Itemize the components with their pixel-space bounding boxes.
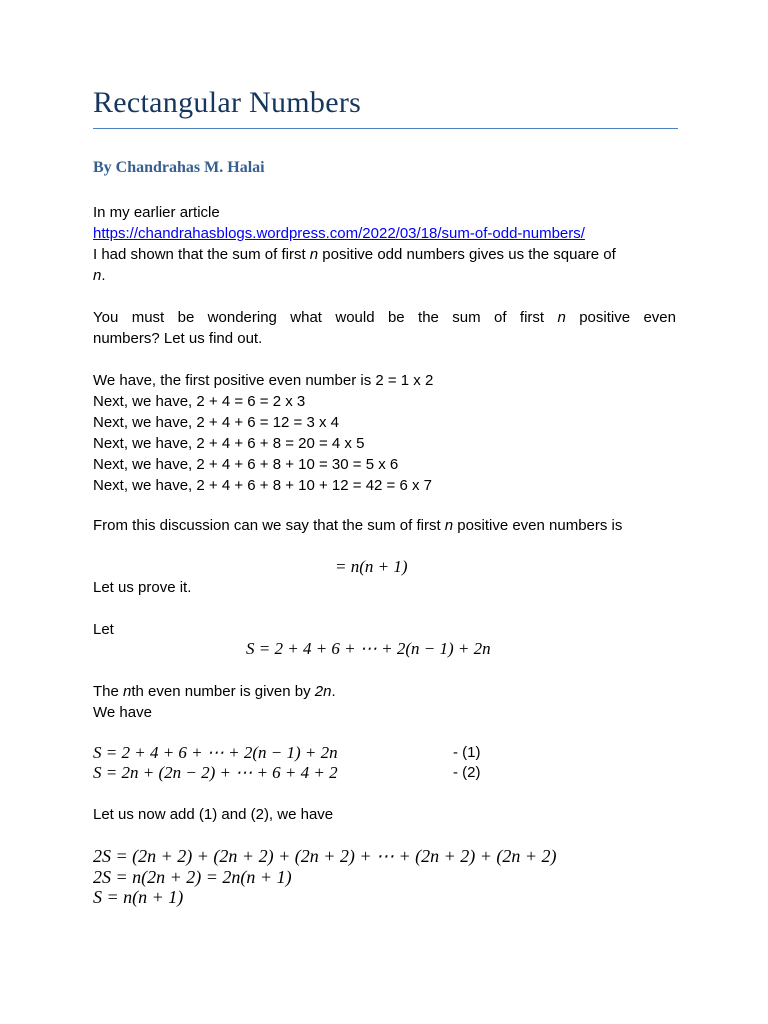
intro-line-2: I had shown that the sum of first n positive odd numbers gives us the square of (93, 246, 616, 263)
sum-equation-3: S = n(n + 1) (93, 887, 184, 907)
wonder-line-2: numbers? Let us find out. (93, 330, 263, 347)
sum-equation-1: 2S = (2n + 2) + (2n + 2) + (2n + 2) + ⋯ + (2n + 2) + (2n + 2) (93, 846, 557, 866)
equation-2: S = 2n + (2n − 2) + ⋯ + 6 + 4 + 2 (93, 763, 338, 782)
title-underline (93, 128, 678, 129)
equation-1: S = 2 + 4 + 6 + ⋯ + 2(n − 1) + 2n (93, 743, 338, 762)
let-line: Let (93, 621, 114, 638)
s-definition: S = 2 + 4 + 6 + ⋯ + 2(n − 1) + 2n (246, 639, 491, 658)
example-line: Next, we have, 2 + 4 = 6 = 2 x 3 (93, 393, 306, 410)
prove-line: Let us prove it. (93, 579, 192, 596)
article-link[interactable]: https://chandrahasblogs.wordpress.com/2022/03/18/sum-of-odd-numbers/ (93, 225, 585, 242)
example-line: Next, we have, 2 + 4 + 6 + 8 = 20 = 4 x 5 (93, 435, 365, 452)
formula-display: = n(n + 1) (335, 557, 408, 576)
intro-line-3: n. (93, 267, 106, 284)
example-line: Next, we have, 2 + 4 + 6 = 12 = 3 x 4 (93, 414, 339, 431)
discussion-line: From this discussion can we say that the sum of first n positive even numbers is (93, 517, 623, 534)
example-line: Next, we have, 2 + 4 + 6 + 8 + 10 + 12 = 42 = 6 x 7 (93, 477, 432, 494)
example-line: We have, the first positive even number is 2 = 1 x 2 (93, 372, 434, 389)
wonder-line-1: You must be wondering what would be the sum of first n positive even (93, 309, 676, 326)
equation-2-label: - (2) (453, 764, 481, 781)
we-have-line: We have (93, 704, 152, 721)
add-line: Let us now add (1) and (2), we have (93, 806, 334, 823)
intro-line-1: In my earlier article (93, 204, 220, 221)
equation-1-label: - (1) (453, 744, 481, 761)
nth-line: The nth even number is given by 2n. (93, 683, 336, 700)
page-title: Rectangular Numbers (93, 86, 362, 119)
author-byline: By Chandrahas M. Halai (93, 159, 265, 176)
sum-equation-2: 2S = n(2n + 2) = 2n(n + 1) (93, 867, 292, 887)
example-line: Next, we have, 2 + 4 + 6 + 8 + 10 = 30 = 5 x 6 (93, 456, 399, 473)
